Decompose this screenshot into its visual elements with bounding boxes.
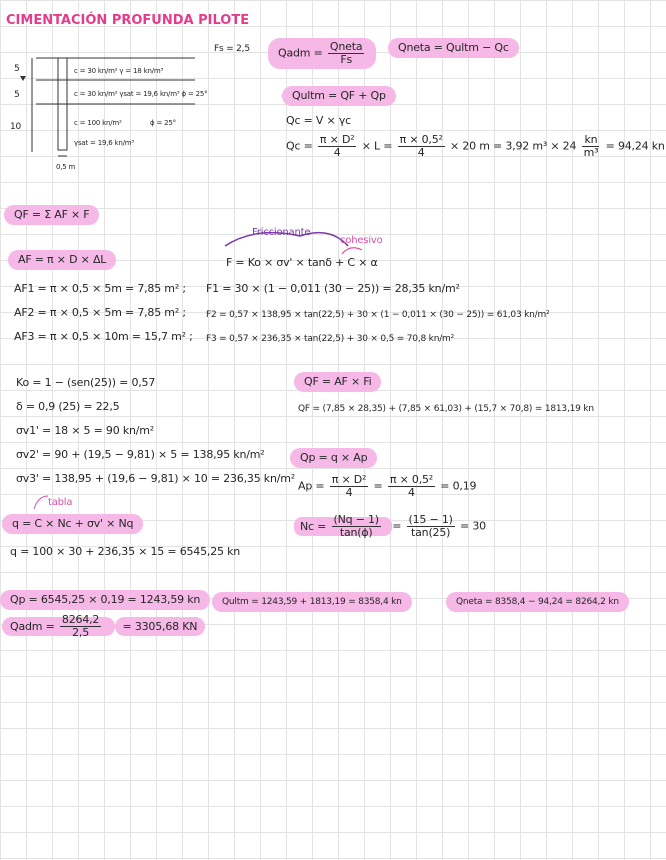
label-friccionante: Friccionante (252, 227, 311, 238)
af-definition: AF = π × D × ΔL (8, 250, 116, 270)
depth-label-2: 5 (14, 90, 20, 100)
f2-calculation: F2 = 0,57 × 138,95 × tan(22,5) + 30 × (1 − 0,011 × (30 − 25)) = 61,03 kn/m² (206, 310, 550, 320)
qf-calculation: QF = (7,85 × 28,35) + (7,85 × 61,03) + (15,7 × 70,8) = 1813,19 kn (298, 404, 594, 414)
af3-calculation: AF3 = π × 0,5 × 10m = 15,7 m² ; (14, 330, 193, 343)
layer3-unit-weight: γsat = 19,6 kn/m³ (74, 139, 135, 147)
layer3-friction-angle: ϕ = 25° (150, 119, 176, 127)
f1-calculation: F1 = 30 × (1 − 0,011 (30 − 25)) = 28,35 kn/m² (206, 282, 460, 295)
qneta-result: Qneta = 8358,4 − 94,24 = 8264,2 kn (446, 592, 629, 612)
delta-calculation: δ = 0,9 (25) = 22,5 (16, 400, 120, 413)
page-title: CIMENTACIÓN PROFUNDA PILOTE (6, 13, 250, 28)
qc-calculation: Qc = $\frac{\text{π × D²}}{4}$ × L = $\frac{\text{π × 0,5²}}{4}$ × 20 m = 3,92 m³ × 24 $\frac{kn}{\text{m³}}$ = 94,24 kn (286, 133, 665, 159)
q-calculation: q = 100 × 30 + 236,35 × 15 = 6545,25 kn (10, 545, 241, 558)
ko-calculation: Ko = 1 − (sen(25)) = 0,57 (16, 376, 156, 389)
qp-definition: Qp = q × Ap (290, 448, 377, 468)
tabla-arrow-icon (34, 496, 48, 509)
layer1-properties: c = 30 kn/m² γ = 18 kn/m³ (74, 67, 164, 75)
qf-sum-formula: QF = Σ AF × F (4, 205, 99, 225)
qadm-result: Qadm = $\frac{8264,2}{2,5}$ = 3305,68 KN (2, 614, 205, 639)
water-table-marker-icon (20, 76, 26, 81)
qneta-formula: Qneta = Qultm − Qc (388, 38, 519, 58)
qp-result: Qp = 6545,25 × 0,19 = 1243,59 kn (0, 590, 210, 610)
qultm-result: Qultm = 1243,59 + 1813,19 = 8358,4 kn (212, 592, 412, 612)
depth-label-3: 10 (10, 122, 22, 132)
af2-calculation: AF2 = π × 0,5 × 5m = 7,85 m² ; (14, 306, 186, 319)
ap-calculation: Ap = $\frac{\text{π × D²}}{4}$ = $\frac{\text{π × 0,5²}}{4}$ = 0,19 (298, 473, 477, 499)
qc-formula: Qc = V × γc (286, 114, 352, 127)
sv3-calculation: σv3' = 138,95 + (19,6 − 9,81) × 10 = 236,35 kn/m² (16, 472, 295, 485)
layer3-cohesion: c = 100 kn/m² (74, 119, 122, 127)
label-cohesivo: cohesivo (340, 235, 383, 246)
af1-calculation: AF1 = π × 0,5 × 5m = 7,85 m² ; (14, 282, 186, 295)
sv1-calculation: σv1' = 18 × 5 = 90 kn/m² (16, 424, 154, 437)
cohesivo-brace-icon (342, 248, 362, 254)
layer2-properties: c = 30 kn/m² γsat = 19,6 kn/m³ ϕ = 25° (74, 90, 208, 98)
f-definition: F = Ko × σv' × tanδ + C × α (226, 256, 378, 269)
q-definition: q = C × Nc + σv' × Nq (2, 514, 143, 534)
sv2-calculation: σv2' = 90 + (19,5 − 9,81) × 5 = 138,95 kn/m² (16, 448, 265, 461)
safety-factor: Fs = 2,5 (214, 44, 250, 54)
nc-calculation: Nc = $\frac{(Nq - 1)}{\tan(\phi)}$ = $\frac{(15 - 1)}{\tan(25)}$ = 30 (294, 514, 486, 539)
f3-calculation: F3 = 0,57 × 236,35 × tan(22,5) + 30 × 0,5 = 70,8 kn/m² (206, 334, 455, 344)
label-tabla: tabla (48, 497, 73, 508)
qf-definition: QF = AF × Fi (294, 372, 381, 392)
pile-diameter: 0,5 m (56, 163, 76, 171)
qultm-formula: Qultm = QF + Qp (282, 86, 396, 106)
depth-label-1: 5 (14, 64, 20, 74)
qadm-formula: Qadm = $\frac{\text{Qneta}}{Fs}$ (268, 38, 376, 69)
